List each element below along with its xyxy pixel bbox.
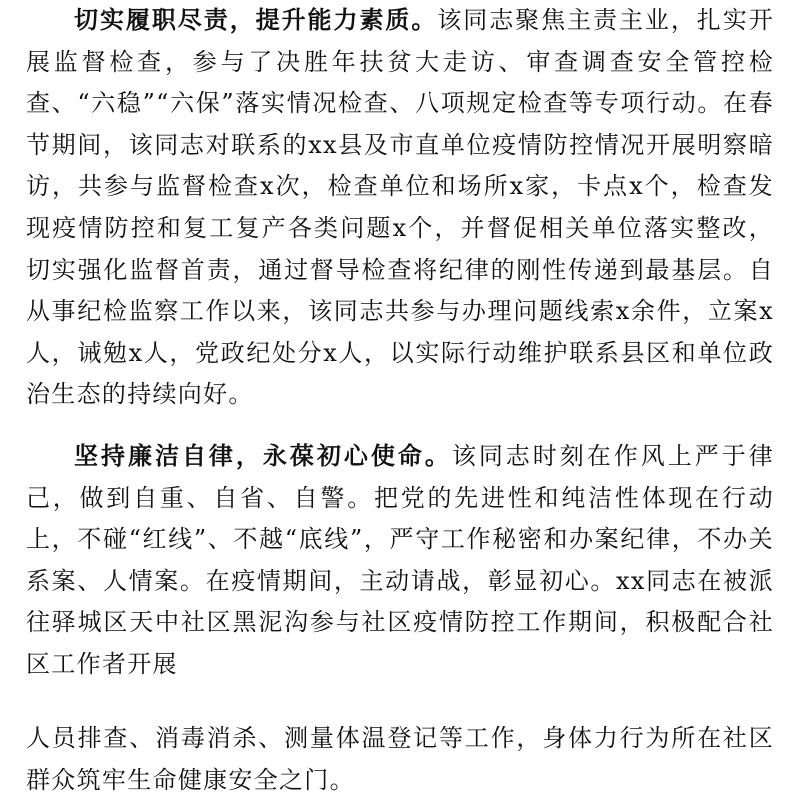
paragraph-lead-heading: 切实履职尽责，提升能力素质。 <box>74 6 438 34</box>
paragraph-lead-heading: 坚持廉洁自律，永葆初心使命。 <box>74 442 452 470</box>
paragraph-body-text: 人员排查、消毒消杀、测量体温登记等工作，身体力行为所在社区群众筑牢生命健康安全之门。 <box>26 724 774 794</box>
paragraph-body-text: 该同志聚焦主责主业，扎实开展监督检查，参与了决胜年扶贫大走访、审查调查安全管控检查、“六稳”“六保”落实情况检查、八项规定检查等专项行动。在春节期间，该同志对联系的xx县及市直单位疫情防控情况开展明察暗访，共参与监督检查x次，检查单位和场所x家，卡点x个，检查发现疫情防控和复工复产各类问题x个，并督促相关单位落实整改，切实强化监督首责，通过督导检查将纪律的刚性传递到最基层。自从事纪检监察工作以来，该同志共参与办理问题线索x余件，立案x人，诫勉x人，党政纪处分x人，以实际行动维护联系县区和单位政治生态的持续向好。 <box>26 6 774 409</box>
paragraph-body-text: 该同志时刻在作风上严于律己，做到自重、自省、自警。把党的先进性和纯洁性体现在行动上，不碰“红线”、不越“底线”，严守工作秘密和办案纪律，不办关系案、人情案。在疫情期间，主动请战，彰显初心。xx同志在被派往驿城区天中社区黑泥沟参与社区疫情防控工作期间，积极配合社区工作者开展 <box>26 442 774 678</box>
paragraph-performance <box>26 0 774 416</box>
paragraph-continuation <box>26 718 774 800</box>
paragraph-integrity <box>26 436 774 686</box>
